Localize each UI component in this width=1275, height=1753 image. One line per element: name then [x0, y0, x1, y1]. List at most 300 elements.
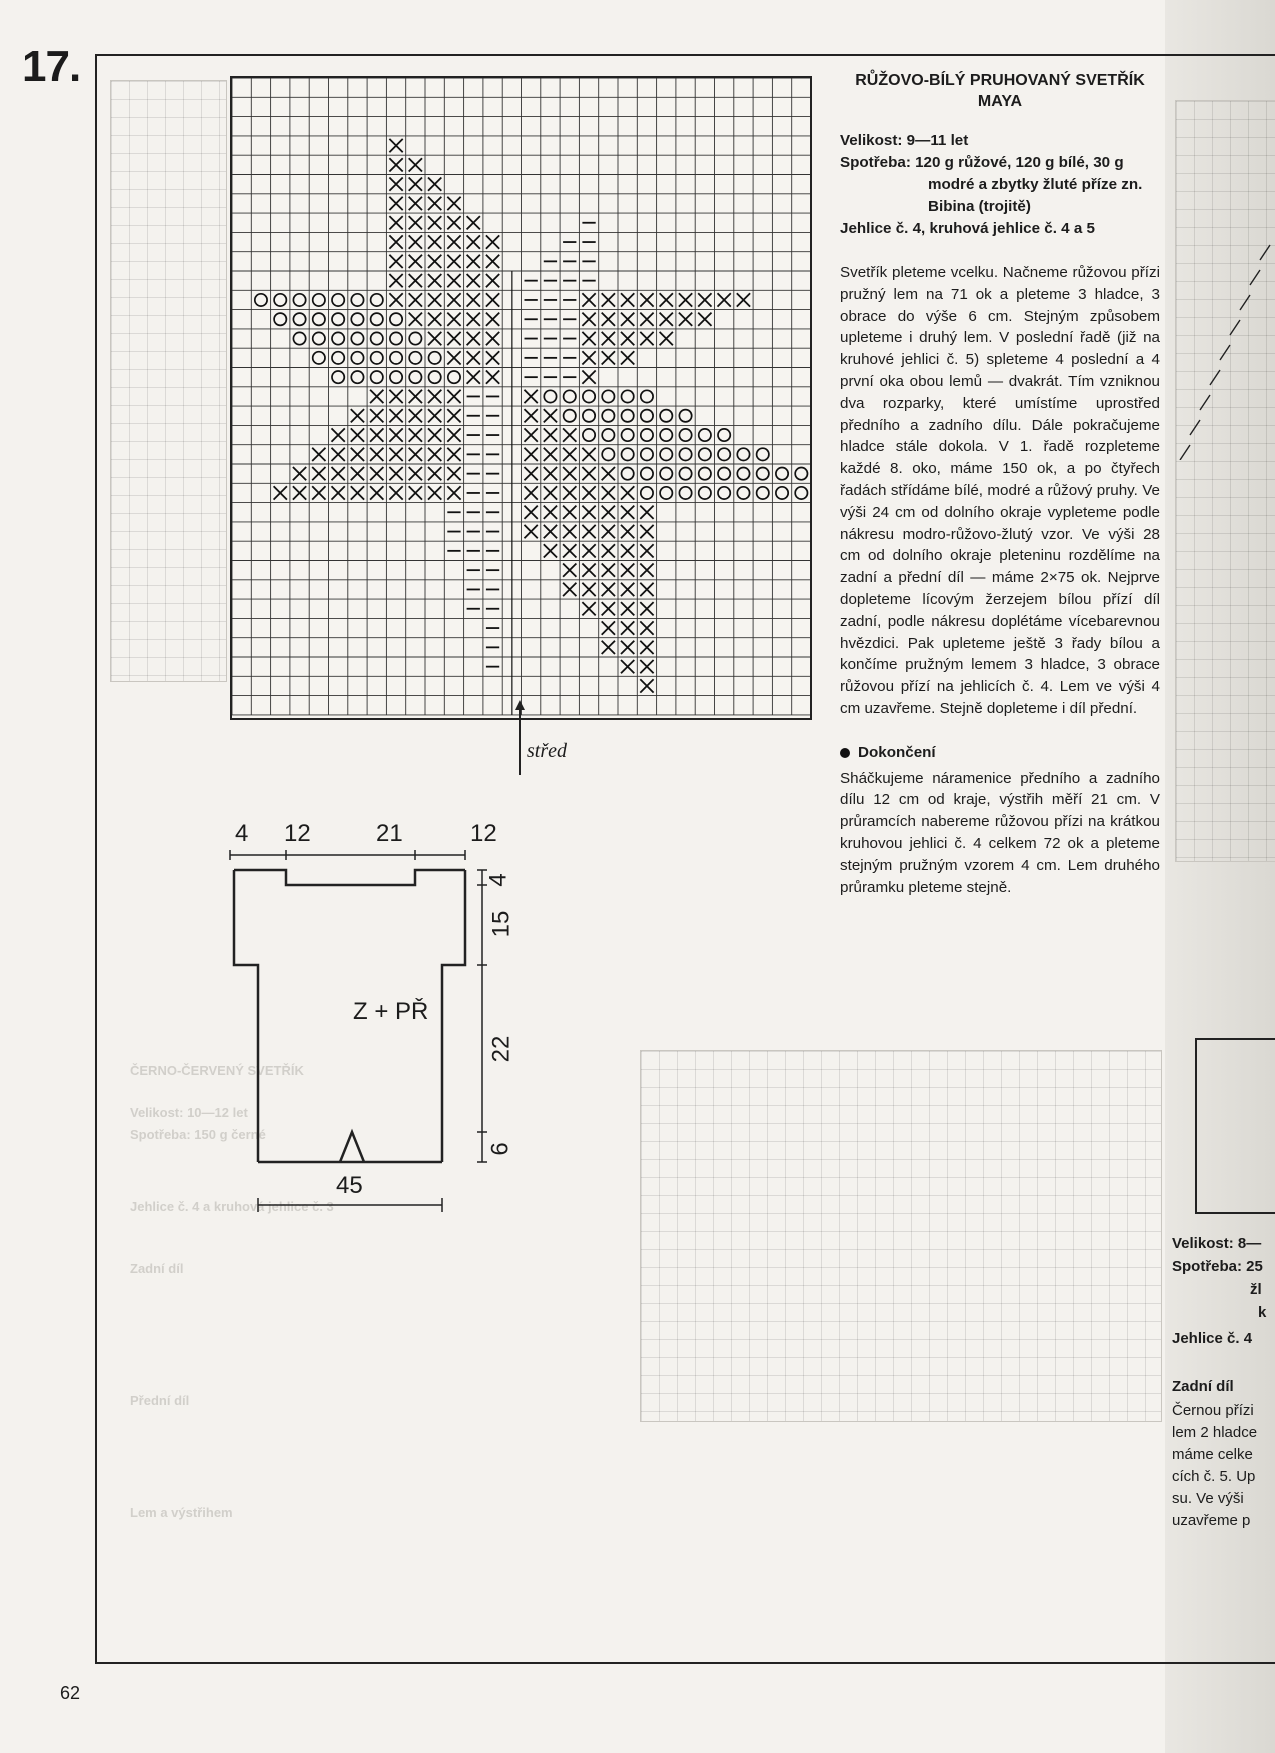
facing-chart-mark	[1190, 420, 1200, 435]
cell-x-mark	[640, 293, 653, 306]
cell-x-mark	[698, 293, 711, 306]
cell-x-mark	[602, 602, 615, 615]
cell-x-mark	[332, 428, 345, 441]
ghost-line: Lem a výstřihem	[130, 1505, 233, 1520]
cell-x-mark	[370, 409, 383, 422]
cell-x-mark	[718, 293, 731, 306]
cell-x-mark	[447, 197, 460, 210]
rp-c3: k	[1258, 1304, 1267, 1321]
facing-chart-mark	[1180, 445, 1190, 460]
cell-o-mark	[660, 410, 672, 422]
cell-o-mark	[351, 294, 363, 306]
cell-x-mark	[447, 255, 460, 268]
cell-x-mark	[660, 313, 673, 326]
facing-chart-mark	[1250, 270, 1260, 285]
cell-x-mark	[409, 428, 422, 441]
cell-o-mark	[351, 332, 363, 344]
cell-x-mark	[640, 583, 653, 596]
cell-x-mark	[563, 428, 576, 441]
cell-o-mark	[718, 487, 730, 499]
cell-x-mark	[312, 486, 325, 499]
article-title: RŮŽOVO-BÍLÝ PRUHOVANÝ SVETŘÍK MAYA	[855, 72, 1145, 110]
cell-x-mark	[640, 313, 653, 326]
rp-l3: máme celke	[1172, 1446, 1253, 1463]
schematic-label: Z + PŘ	[353, 998, 429, 1025]
cell-o-mark	[602, 410, 614, 422]
cell-x-mark	[640, 564, 653, 577]
center-label: střed	[527, 740, 567, 762]
cell-o-mark	[679, 468, 691, 480]
cell-x-mark	[409, 158, 422, 171]
cell-x-mark	[621, 583, 634, 596]
cell-x-mark	[486, 313, 499, 326]
finish-heading-text: Dokončení	[858, 743, 936, 761]
cell-x-mark	[582, 544, 595, 557]
cell-o-mark	[448, 371, 460, 383]
cell-o-mark	[699, 487, 711, 499]
cell-x-mark	[602, 506, 615, 519]
cell-x-mark	[428, 216, 441, 229]
cell-x-mark	[582, 583, 595, 596]
cell-o-mark	[699, 468, 711, 480]
cell-x-mark	[486, 351, 499, 364]
cell-x-mark	[621, 602, 634, 615]
cell-x-mark	[409, 467, 422, 480]
bullet-icon	[840, 748, 850, 758]
cell-x-mark	[428, 409, 441, 422]
cell-x-mark	[582, 525, 595, 538]
cell-x-mark	[640, 544, 653, 557]
cell-x-mark	[467, 274, 480, 287]
cell-x-mark	[428, 255, 441, 268]
cell-o-mark	[332, 313, 344, 325]
cell-o-mark	[679, 429, 691, 441]
cell-x-mark	[351, 409, 364, 422]
cell-o-mark	[313, 352, 325, 364]
cell-x-mark	[582, 486, 595, 499]
cell-o-mark	[332, 294, 344, 306]
cell-x-mark	[428, 178, 441, 191]
cell-x-mark	[679, 293, 692, 306]
cell-x-mark	[409, 313, 422, 326]
cell-o-mark	[390, 313, 402, 325]
cell-x-mark	[621, 525, 634, 538]
cell-x-mark	[370, 390, 383, 403]
cell-o-mark	[429, 352, 441, 364]
cell-x-mark	[467, 332, 480, 345]
cell-x-mark	[525, 448, 538, 461]
cell-o-mark	[776, 487, 788, 499]
cell-o-mark	[641, 468, 653, 480]
cell-x-mark	[389, 448, 402, 461]
cell-x-mark	[525, 409, 538, 422]
cell-x-mark	[447, 216, 460, 229]
cell-x-mark	[582, 351, 595, 364]
cell-x-mark	[621, 544, 634, 557]
dim-top-left: 4	[235, 820, 249, 847]
cell-x-mark	[582, 371, 595, 384]
cell-o-mark	[737, 448, 749, 460]
cell-o-mark	[583, 410, 595, 422]
cell-o-mark	[274, 313, 286, 325]
cell-o-mark	[293, 294, 305, 306]
cell-x-mark	[447, 467, 460, 480]
cell-x-mark	[486, 255, 499, 268]
cell-x-mark	[428, 293, 441, 306]
cell-x-mark	[409, 293, 422, 306]
cell-x-mark	[332, 467, 345, 480]
spec-consumption: Spotřeba: 120 g růžové, 120 g bílé, 30 g	[840, 154, 1124, 171]
cell-x-mark	[447, 313, 460, 326]
cell-x-mark	[370, 448, 383, 461]
cell-x-mark	[525, 486, 538, 499]
cell-x-mark	[389, 178, 402, 191]
cell-x-mark	[582, 506, 595, 519]
cell-o-mark	[583, 429, 595, 441]
cell-o-mark	[409, 352, 421, 364]
facing-chart-mark	[1240, 295, 1250, 310]
cell-o-mark	[332, 332, 344, 344]
dim-top-b: 21	[376, 820, 403, 847]
cell-o-mark	[371, 294, 383, 306]
cell-x-mark	[621, 621, 634, 634]
cell-x-mark	[428, 197, 441, 210]
cell-o-mark	[737, 468, 749, 480]
cell-x-mark	[312, 467, 325, 480]
cell-o-mark	[293, 332, 305, 344]
cell-o-mark	[660, 468, 672, 480]
cell-x-mark	[602, 564, 615, 577]
cell-o-mark	[602, 429, 614, 441]
cell-o-mark	[332, 352, 344, 364]
cell-o-mark	[622, 429, 634, 441]
cell-x-mark	[621, 332, 634, 345]
cell-o-mark	[718, 468, 730, 480]
cell-x-mark	[621, 641, 634, 654]
cell-x-mark	[447, 351, 460, 364]
cell-x-mark	[370, 428, 383, 441]
cell-x-mark	[447, 293, 460, 306]
cell-x-mark	[332, 448, 345, 461]
cell-x-mark	[602, 486, 615, 499]
facing-chart-mark	[1200, 395, 1210, 410]
cell-o-mark	[622, 468, 634, 480]
cell-o-mark	[641, 429, 653, 441]
cell-o-mark	[332, 371, 344, 383]
cell-x-mark	[602, 313, 615, 326]
cell-x-mark	[544, 409, 557, 422]
cell-x-mark	[389, 216, 402, 229]
ghost-title: ČERNO-ČERVENÝ SVETŘÍK	[130, 1063, 304, 1078]
cell-x-mark	[467, 313, 480, 326]
cell-x-mark	[389, 486, 402, 499]
cell-x-mark	[621, 564, 634, 577]
cell-x-mark	[447, 274, 460, 287]
cell-x-mark	[544, 544, 557, 557]
spec-needles: Jehlice č. 4, kruhová jehlice č. 4 a 5	[840, 220, 1095, 237]
ghost-line: Jehlice č. 4 a kruhová jehlice č. 3	[130, 1199, 334, 1214]
cell-x-mark	[602, 583, 615, 596]
center-arrow	[510, 700, 530, 780]
cell-x-mark	[389, 409, 402, 422]
cell-x-mark	[389, 467, 402, 480]
rp-l2: lem 2 hladce	[1172, 1424, 1258, 1441]
cell-x-mark	[621, 313, 634, 326]
cell-o-mark	[313, 332, 325, 344]
cell-x-mark	[409, 448, 422, 461]
cell-x-mark	[409, 274, 422, 287]
cell-x-mark	[409, 390, 422, 403]
cell-o-mark	[390, 371, 402, 383]
pattern-number: 17.	[22, 42, 81, 91]
cell-x-mark	[640, 641, 653, 654]
cell-x-mark	[640, 660, 653, 673]
cell-x-mark	[621, 506, 634, 519]
cell-x-mark	[602, 293, 615, 306]
cell-o-mark	[602, 448, 614, 460]
cell-o-mark	[795, 468, 807, 480]
dim-top-a: 12	[284, 820, 311, 847]
cell-o-mark	[660, 487, 672, 499]
rp-back-head: Zadní díl	[1172, 1378, 1234, 1395]
cell-x-mark	[428, 235, 441, 248]
dim-right-top: 4	[484, 873, 512, 887]
cell-x-mark	[737, 293, 750, 306]
cell-o-mark	[641, 410, 653, 422]
cell-x-mark	[698, 313, 711, 326]
finish-heading	[840, 742, 1160, 764]
cell-o-mark	[583, 390, 595, 402]
cell-x-mark	[640, 602, 653, 615]
cell-o-mark	[776, 468, 788, 480]
spec-consumption-cont: modré a zbytky žluté příze zn.	[928, 176, 1143, 193]
cell-x-mark	[660, 332, 673, 345]
cell-x-mark	[486, 293, 499, 306]
cell-x-mark	[525, 506, 538, 519]
cell-x-mark	[602, 332, 615, 345]
cell-x-mark	[312, 448, 325, 461]
cell-x-mark	[563, 564, 576, 577]
cell-x-mark	[389, 158, 402, 171]
cell-o-mark	[757, 487, 769, 499]
cell-x-mark	[428, 274, 441, 287]
cell-o-mark	[313, 313, 325, 325]
cell-o-mark	[679, 487, 691, 499]
cell-x-mark	[525, 390, 538, 403]
cell-x-mark	[428, 486, 441, 499]
cell-x-mark	[409, 197, 422, 210]
chart-grid	[232, 78, 810, 718]
cell-x-mark	[274, 486, 287, 499]
cell-x-mark	[370, 467, 383, 480]
cell-x-mark	[640, 525, 653, 538]
rp-l4: cích č. 5. Up	[1172, 1468, 1256, 1485]
cell-x-mark	[563, 544, 576, 557]
cell-x-mark	[409, 255, 422, 268]
cell-o-mark	[293, 313, 305, 325]
cell-o-mark	[390, 352, 402, 364]
rp-l6: uzavřeme p	[1172, 1512, 1251, 1529]
cell-x-mark	[389, 255, 402, 268]
cell-o-mark	[564, 410, 576, 422]
cell-x-mark	[351, 467, 364, 480]
rp-needles: Jehlice č. 4	[1172, 1330, 1253, 1347]
rp-l1: Černou přízi	[1172, 1402, 1254, 1419]
cell-x-mark	[409, 409, 422, 422]
cell-x-mark	[621, 660, 634, 673]
cell-o-mark	[641, 448, 653, 460]
cell-x-mark	[640, 679, 653, 692]
cell-x-mark	[467, 371, 480, 384]
cell-o-mark	[641, 390, 653, 402]
cell-o-mark	[602, 390, 614, 402]
knitting-chart	[230, 76, 812, 720]
cell-x-mark	[389, 235, 402, 248]
cell-o-mark	[622, 410, 634, 422]
rp-l5: su. Ve výši	[1172, 1490, 1244, 1507]
cell-o-mark	[371, 313, 383, 325]
cell-x-mark	[467, 255, 480, 268]
facing-chart-mark	[1230, 320, 1240, 335]
cell-x-mark	[409, 178, 422, 191]
cell-x-mark	[293, 467, 306, 480]
cell-x-mark	[582, 448, 595, 461]
cell-x-mark	[602, 621, 615, 634]
cell-x-mark	[332, 486, 345, 499]
facing-page-fragment	[1170, 40, 1275, 1753]
cell-x-mark	[602, 544, 615, 557]
cell-x-mark	[582, 313, 595, 326]
cell-x-mark	[428, 390, 441, 403]
cell-o-mark	[622, 448, 634, 460]
rp-consumption: Spotřeba: 25	[1172, 1258, 1263, 1275]
pattern-article	[840, 70, 1160, 898]
cell-x-mark	[486, 332, 499, 345]
cell-x-mark	[389, 139, 402, 152]
cell-x-mark	[351, 428, 364, 441]
cell-x-mark	[389, 390, 402, 403]
finish-body: Sháčkujeme náramenice předního a zadního dílu 12 cm od kraje, výstřih měří 21 cm. V průramcích nabereme růžovou přízi na krátkou kruhovou jehlici č. 4 celkem 72 ok a pleteme stejným pružným vzorem 4 cm. Lem druhého průramku pleteme stejně.	[840, 769, 1160, 896]
cell-x-mark	[293, 486, 306, 499]
schematic-lines	[220, 810, 640, 1230]
cell-x-mark	[660, 293, 673, 306]
cell-x-mark	[640, 621, 653, 634]
page-number: 62	[60, 1683, 81, 1703]
cell-x-mark	[640, 506, 653, 519]
cell-x-mark	[602, 525, 615, 538]
cell-o-mark	[274, 294, 286, 306]
ghost-line: Spotřeba: 150 g černé	[130, 1127, 266, 1142]
cell-o-mark	[409, 371, 421, 383]
cell-x-mark	[621, 293, 634, 306]
cell-x-mark	[467, 235, 480, 248]
cell-x-mark	[447, 486, 460, 499]
cell-x-mark	[447, 235, 460, 248]
dim-right-mid: 15	[487, 910, 515, 938]
cell-o-mark	[679, 410, 691, 422]
cell-o-mark	[795, 487, 807, 499]
cell-x-mark	[351, 448, 364, 461]
dim-bottom: 45	[336, 1172, 363, 1199]
cell-o-mark	[351, 371, 363, 383]
ghost-line: Přední díl	[130, 1393, 190, 1408]
cell-o-mark	[757, 448, 769, 460]
cell-o-mark	[699, 429, 711, 441]
cell-x-mark	[447, 428, 460, 441]
article-specs	[840, 130, 1160, 240]
cell-x-mark	[563, 506, 576, 519]
ghost-line: Velikost: 10—12 let	[130, 1105, 248, 1120]
cell-x-mark	[486, 274, 499, 287]
cell-x-mark	[428, 332, 441, 345]
cell-x-mark	[582, 332, 595, 345]
dim-right-body: 22	[487, 1035, 515, 1063]
cell-o-mark	[409, 332, 421, 344]
cell-x-mark	[544, 506, 557, 519]
cell-x-mark	[447, 390, 460, 403]
cell-x-mark	[544, 428, 557, 441]
cell-x-mark	[409, 216, 422, 229]
cell-o-mark	[737, 487, 749, 499]
facing-page-schematic	[1195, 1038, 1275, 1214]
cell-o-mark	[544, 390, 556, 402]
dim-top-c: 12	[470, 820, 497, 847]
spec-consumption-cont: Bibina (trojitě)	[928, 198, 1031, 215]
cell-x-mark	[409, 486, 422, 499]
cell-x-mark	[447, 409, 460, 422]
cell-o-mark	[564, 390, 576, 402]
schematic-drawing	[220, 810, 640, 1230]
cell-x-mark	[525, 525, 538, 538]
cell-o-mark	[718, 429, 730, 441]
article-body: Svetřík pleteme vcelku. Načneme růžovou přízi pružný lem na 71 ok a pleteme 3 hladce, 3 obrace do výše 6 cm. Stejným způsobem upleteme i druhý lem. V poslední řadě (již na kruhové jehlici č. 5) spleteme 4 poslední a 4 první oka obou lemů — dvakrát. Tím vzniknou dva rozparky, které umístíme uprostřed předního a zadního dílu. Dále pokračujeme hladce stále dokola. V 1. řadě rozpleteme každé 8. oko, máme 150 ok, a po čtyřech řadách střídáme bílé, modré a růžový pruhy. Ve výši 24 cm od dolního okraje vypleteme podle nákresu modro-růžovo-žlutý vzor. Ve výši 28 cm od dolního okraje pleteninu rozdělíme na zadní a přední díl — máme 2×75 ok. Nejprve dopleteme lícovým žerzejem bílou přízí díl zadní, podle nákresu doplétáme vícebarevnou hvězdici. Pak upleteme ještě 3 řady bílou a končíme pružným lemem 3 hladce, 3 obrace růžovou přízí na jehlicích č. 4. Lem ve výši 4 cm uzavřeme. Stejně dopleteme i díl přední.	[840, 264, 1160, 717]
cell-o-mark	[371, 332, 383, 344]
cell-x-mark	[525, 467, 538, 480]
cell-o-mark	[371, 371, 383, 383]
cell-x-mark	[467, 293, 480, 306]
cell-x-mark	[582, 293, 595, 306]
cell-o-mark	[622, 390, 634, 402]
cell-x-mark	[640, 332, 653, 345]
cell-x-mark	[467, 351, 480, 364]
dim-right-bottom: 6	[486, 1142, 514, 1156]
cell-x-mark	[486, 371, 499, 384]
cell-x-mark	[389, 428, 402, 441]
cell-o-mark	[660, 448, 672, 460]
cell-x-mark	[467, 216, 480, 229]
ghost-line: Zadní díl	[130, 1261, 184, 1276]
cell-x-mark	[544, 467, 557, 480]
cell-x-mark	[544, 525, 557, 538]
cell-x-mark	[621, 486, 634, 499]
cell-x-mark	[563, 467, 576, 480]
cell-x-mark	[563, 486, 576, 499]
facing-chart-mark	[1210, 370, 1220, 385]
cell-x-mark	[389, 274, 402, 287]
cell-x-mark	[621, 351, 634, 364]
cell-o-mark	[255, 294, 267, 306]
cell-x-mark	[544, 486, 557, 499]
cell-x-mark	[428, 428, 441, 441]
cell-x-mark	[428, 448, 441, 461]
cell-x-mark	[582, 467, 595, 480]
cell-x-mark	[370, 486, 383, 499]
cell-x-mark	[544, 448, 557, 461]
cell-x-mark	[486, 235, 499, 248]
cell-o-mark	[699, 448, 711, 460]
cell-x-mark	[525, 428, 538, 441]
facing-page-chart	[1170, 40, 1275, 460]
